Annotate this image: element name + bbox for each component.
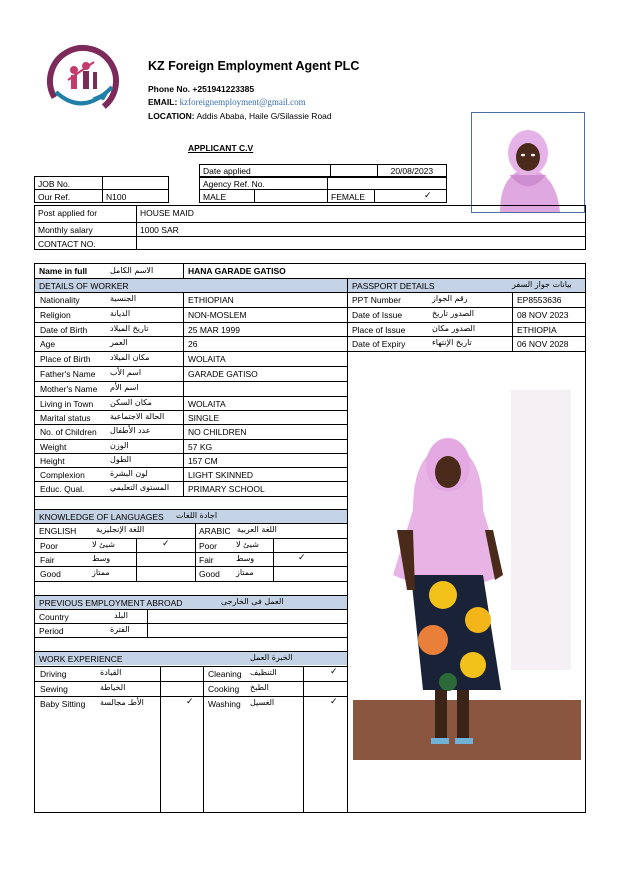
name-value: HANA GARADE GATISO [188, 266, 286, 276]
check-icon: ✓ [162, 539, 170, 549]
language-level-en: Good [40, 569, 61, 579]
phone-line [148, 85, 254, 94]
detail-label-ar: عدد الأطفال [110, 426, 151, 435]
language-level-ar: Fair [199, 555, 214, 565]
work-skill: Washing [208, 699, 241, 709]
detail-label-ar: الديانة [110, 309, 131, 318]
language-level-ar-ar: ممتاز [236, 568, 254, 577]
detail-label-ar: مكان السكن [110, 398, 152, 407]
detail-label-ar: الجنسية [110, 294, 137, 303]
female-label: FEMALE [331, 192, 366, 202]
male-label: MALE [203, 192, 227, 202]
language-level-en: Poor [40, 541, 58, 551]
detail-value: ETHIOPIAN [188, 295, 234, 305]
detail-value: 57 KG [188, 442, 213, 452]
detail-label: Height [40, 456, 65, 466]
period-label-ar: الفترة [110, 625, 130, 634]
check-icon: ✓ [330, 697, 338, 707]
detail-label-ar: الطول [110, 455, 132, 464]
salary-label: Monthly salary [38, 225, 93, 235]
detail-label-ar: لون البشرة [110, 469, 148, 478]
work-skill-ar: التنظيف [250, 668, 277, 677]
work-skill-ar: الطبخ [250, 683, 269, 692]
detail-value: 26 [188, 339, 198, 349]
check-icon: ✓ [186, 697, 194, 707]
language-level-en-ar: وسط [92, 554, 111, 563]
company-name: KZ Foreign Employment Agent PLC [148, 59, 360, 73]
language-level-ar-ar: شيئ لا [236, 540, 259, 549]
detail-label: Date of Birth [40, 325, 88, 335]
cv-title: APPLICANT C.V [188, 143, 254, 153]
detail-label-ar: المستوى التعليمي [110, 483, 170, 492]
detail-value: 157 CM [188, 456, 218, 466]
applicant-headshot [471, 112, 585, 213]
phone-label: Phone No. [148, 84, 191, 94]
detail-label: Nationality [40, 295, 80, 305]
work-header-ar: الخبرة العمل [250, 653, 293, 662]
passport-label: Place of Issue [352, 325, 406, 335]
detail-label: Father's Name [40, 369, 96, 379]
language-level-ar: Poor [199, 541, 217, 551]
detail-value: LIGHT SKINNED [188, 470, 254, 480]
contact-label: CONTACT NO. [38, 239, 96, 249]
passport-value: EP8553636 [517, 295, 562, 305]
name-label-ar: الاسم الكامل [110, 266, 154, 275]
our-ref-label: Our Ref. [38, 192, 71, 202]
work-skill-ar: القيادة [100, 668, 122, 677]
location-line [148, 112, 332, 121]
date-applied-label: Date applied [200, 165, 331, 178]
passport-label-ar: تاريخ الإنتهاء [432, 338, 472, 347]
detail-value: GARADE GATISO [188, 369, 258, 379]
language-level-en: Fair [40, 555, 55, 565]
passport-label: PPT Number [352, 295, 401, 305]
date-applied-value: 20/08/2023 [377, 165, 446, 178]
detail-label-ar: اسم الأب [110, 368, 142, 377]
phone-value: +251941223385 [192, 84, 255, 94]
detail-label-ar: اسم الأم [110, 383, 139, 392]
company-logo [44, 42, 122, 120]
detail-label: No. of Children [40, 427, 97, 437]
language-level-en-ar: ممتاز [92, 568, 110, 577]
our-ref-value: N100 [106, 192, 127, 202]
check-icon: ✓ [298, 553, 306, 563]
work-skill-ar: الأطـ مجالسة [100, 698, 144, 707]
details-header-label: DETAILS OF WORKER [39, 281, 129, 291]
detail-value: NO CHILDREN [188, 427, 247, 437]
languages-header-label: KNOWLEDGE OF LANGUAGES [39, 512, 164, 522]
passport-value: 06 NOV 2028 [517, 339, 569, 349]
detail-label: Complexion [40, 470, 85, 480]
agency-ref-label: Agency Ref. No. [203, 179, 265, 189]
english-label: ENGLISH [39, 526, 77, 536]
passport-label-ar: الصدور مكان [432, 324, 476, 333]
detail-value: 25 MAR 1999 [188, 325, 240, 335]
detail-label-ar: الحالة الاجتماعية [110, 412, 165, 421]
passport-header-ar: بيانات جواز السفر [512, 280, 572, 289]
passport-label-ar: الصدور تاريخ [432, 309, 474, 318]
previous-header-ar: العمل فى الخارجى [221, 597, 284, 606]
email-label: EMAIL: [148, 97, 178, 107]
work-skill-ar: الخياطة [100, 683, 126, 692]
post-salary-box [34, 205, 586, 250]
job-no-label: JOB No. [38, 179, 71, 189]
name-label: Name in full [39, 266, 88, 276]
detail-label-ar: العمر [110, 338, 128, 347]
previous-header-label: PREVIOUS EMPLOYMENT ABROAD [39, 598, 183, 608]
country-label: Country [39, 612, 69, 622]
work-skill: Baby Sitting [40, 699, 86, 709]
arabic-label-ar: اللغة العربية [237, 525, 277, 534]
detail-value: NON-MOSLEM [188, 310, 247, 320]
detail-value: WOLAITA [188, 399, 226, 409]
passport-header-label: PASSPORT DETAILS [352, 281, 435, 291]
detail-label: Religion [40, 310, 71, 320]
applicant-full-photo [353, 360, 581, 760]
language-level-ar-ar: وسط [236, 554, 255, 563]
work-skill-ar: الغسيل [250, 698, 275, 707]
detail-label-ar: مكان الميلاد [110, 353, 150, 362]
passport-label: Date of Expiry [352, 339, 406, 349]
english-label-ar: اللغة الإنجليزية [96, 525, 145, 534]
detail-label-ar: الوزن [110, 441, 129, 450]
period-label: Period [39, 626, 64, 636]
language-level-en-ar: شيئ لا [92, 540, 115, 549]
detail-label: Weight [40, 442, 67, 452]
detail-label: Place of Birth [40, 354, 91, 364]
post-value: HOUSE MAID [140, 208, 194, 218]
location-label: LOCATION: [148, 111, 195, 121]
female-check-icon: ✓ [424, 191, 432, 201]
detail-value: WOLAITA [188, 354, 226, 364]
email-line [148, 98, 306, 107]
arabic-label: ARABIC [199, 526, 231, 536]
detail-label: Mother's Name [40, 384, 98, 394]
work-skill: Cleaning [208, 669, 242, 679]
detail-label: Age [40, 339, 56, 349]
post-label: Post applied for [38, 208, 98, 218]
country-label-ar: البلد [114, 611, 128, 620]
passport-value: 08 NOV 2023 [517, 310, 569, 320]
location-value: Addis Ababa, Haile G/Silassie Road [196, 111, 332, 121]
detail-value: SINGLE [188, 413, 220, 423]
work-header-label: WORK EXPERIENCE [39, 654, 123, 664]
work-skill: Cooking [208, 684, 240, 694]
languages-header-ar: اجادة اللغات [176, 511, 218, 520]
work-skill: Sewing [40, 684, 68, 694]
passport-label: Date of Issue [352, 310, 403, 320]
email-link[interactable]: kzforeignemployment@gmail.com [179, 97, 306, 107]
work-skill: Driving [40, 669, 67, 679]
detail-label: Living in Town [40, 399, 94, 409]
language-level-ar: Good [199, 569, 220, 579]
check-icon: ✓ [330, 667, 338, 677]
detail-value: PRIMARY SCHOOL [188, 484, 265, 494]
passport-value: ETHIOPIA [517, 325, 557, 335]
detail-label: Marital status [40, 413, 91, 423]
salary-value: 1000 SAR [140, 225, 179, 235]
detail-label-ar: تاريخ الميلاد [110, 324, 149, 333]
detail-label: Educ. Qual. [40, 484, 85, 494]
passport-label-ar: رقم الجواز [432, 294, 468, 303]
